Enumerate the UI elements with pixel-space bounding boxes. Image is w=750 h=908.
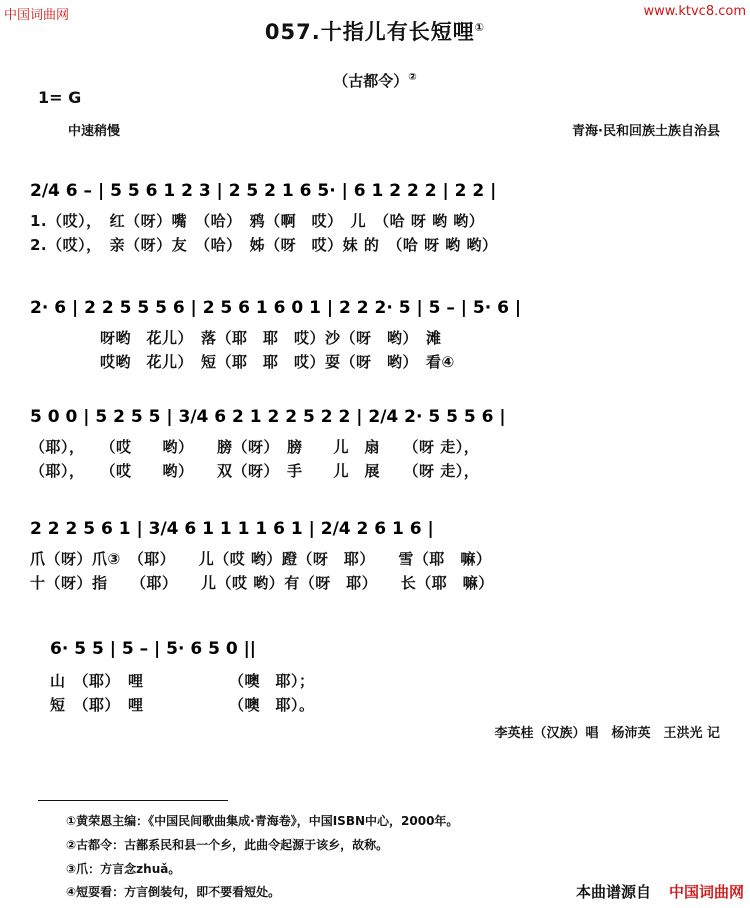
svg-text:5 0 0 | 5 2 5 5 | 3/4 6 2 1 2: 5 0 0 | 5 2 5 5 | 3/4 6 2 1 2 2 5 2 2 | 2/4 2· 5 5 5 6 |: [30, 407, 506, 427]
notation-line: [30, 394, 724, 434]
notation-line: [30, 285, 724, 325]
tempo-marking: 中速稍慢: [68, 124, 121, 139]
watermark-site-name: 中国词曲网: [4, 8, 70, 23]
watermark-source: [576, 881, 744, 902]
lyric-verse-2: 哎哟 花儿） 短（耶 耶 哎）耍（呀 哟） 看④: [100, 353, 455, 371]
footnote-2: ②古都令：古鄯系民和县一个乡，此曲令起源于该乡，故称。: [66, 838, 389, 852]
lyric-verse-2: （耶）， （哎 哟） 双（呀） 手 儿 展 （呀 走），: [30, 462, 480, 480]
lyric-verse-2: 十（呀）指 （耶） 儿（哎 哟）有（呀 耶） 长（耶 嘛）: [30, 574, 494, 592]
notation-line: [30, 168, 724, 208]
svg-text:2· 6 | 2 2 5 5 5 6 | 2 5 6 1 6: 2· 6 | 2 2 5 5 5 6 | 2 5 6 1 6 0 1 | 2 2 2· 5 | 5 – | 5· 6 |: [30, 298, 522, 318]
lyric-verse-2: 短 （耶） 哩 （噢 耶）。: [50, 696, 315, 714]
score-title: 057.十指儿有长短哩①: [264, 20, 486, 44]
watermark-source-site: 中国词曲网: [668, 883, 744, 901]
notation-line: [30, 506, 724, 546]
song-origin: 青海·民和回族土族自治县: [572, 124, 720, 139]
lyric-verse-1: 1.（哎）， 红（呀）嘴 （哈） 鸦（啊 哎） 儿 （哈 呀 哟 哟）: [30, 212, 485, 230]
footnote-4: ④短耍看：方言倒装句，即不要看短处。: [66, 885, 281, 899]
key-signature: 1= G: [38, 88, 82, 107]
svg-text:6· 5 5 | 5 – | 5· 6 5 0 ||: 6· 5 5 | 5 – | 5· 6 5 0 ||: [50, 639, 256, 659]
footnote-3: ③爪：方言念zhuǎ。: [66, 862, 181, 876]
svg-text:2/4 6 – | 5 5 6 1 2 3 | 2 5 2: 2/4 6 – | 5 5 6 1 2 3 | 2 5 2 1 6 5· | 6 1 2 2 2 | 2 2 |: [30, 181, 497, 201]
notation-line: [30, 626, 724, 666]
watermark-source-label: 本曲谱源自: [575, 883, 651, 901]
lyric-verse-2: 2.（哎）， 亲（呀）友 （哈） 姊（呀 哎）妹 的 （哈 呀 哟 哟）: [30, 236, 498, 254]
lyric-verse-1: 爪（呀）爪③ （耶） 儿（哎 哟）蹬（呀 耶） 雪（耶 嘛）: [30, 550, 492, 568]
lyric-verse-1: （耶）， （哎 哟） 膀（呀） 膀 儿 扇 （呀 走），: [30, 438, 480, 456]
performer-credit: 李英桂（汉族）唱 杨沛英 王洪光 记: [494, 726, 720, 741]
lyric-verse-1: 呀哟 花儿） 落（耶 耶 哎）沙（呀 哟） 滩: [100, 329, 442, 347]
lyric-verse-1: 山 （耶） 哩 （噢 耶）；: [50, 672, 315, 690]
svg-text:2 2 2 5 6 1 | 3/4 6 1 1 1 1 6: 2 2 2 5 6 1 | 3/4 6 1 1 1 1 6 1 | 2/4 2 6 1 6 |: [30, 519, 434, 539]
score-subtitle: （古都令）②: [333, 72, 417, 90]
footnote-divider: [38, 800, 228, 801]
watermark-site-url: www.ktvc8.com: [643, 4, 746, 19]
footnote-1: ①黄荣恩主编：《中国民间歌曲集成·青海卷》，中国ISBN中心，2000年。: [66, 814, 459, 828]
